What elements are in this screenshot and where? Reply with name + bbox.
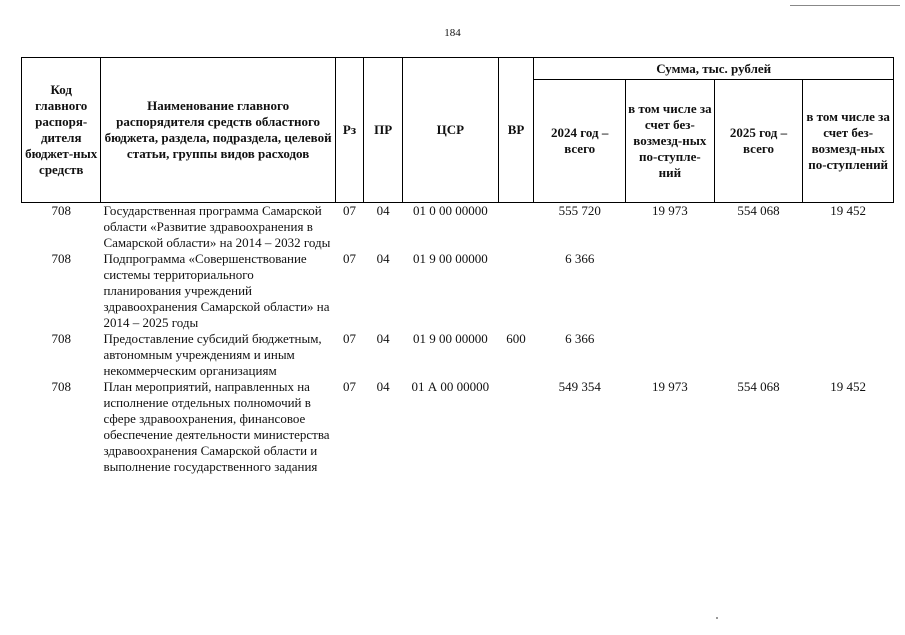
cell-rz: 07 — [343, 331, 356, 346]
cell-2024-total: 6 366 — [565, 251, 595, 266]
cell-code: 708 — [51, 251, 71, 266]
cell-pr: 04 — [376, 251, 390, 266]
table-row — [22, 331, 894, 379]
header-vr: ВР — [498, 58, 534, 203]
cell-vr: 600 — [506, 331, 526, 346]
scan-speck — [716, 617, 718, 619]
cell-vr — [498, 251, 534, 331]
cell-2024-gratuitous: 19 973 — [651, 203, 688, 218]
header-pr: ПР — [364, 58, 403, 203]
cell-csr: 01 9 00 00000 — [412, 251, 488, 266]
cell-pr: 04 — [376, 331, 390, 346]
cell-csr: 01 0 00 00000 — [412, 203, 488, 218]
cell-code: 708 — [51, 203, 71, 218]
table-row — [22, 203, 894, 252]
top-edge-line — [790, 5, 900, 6]
cell-code: 708 — [51, 379, 71, 394]
cell-vr — [498, 379, 534, 475]
cell-vr — [498, 203, 534, 252]
cell-2025-gratuitous — [803, 251, 894, 331]
cell-2024-total: 549 354 — [558, 379, 601, 394]
cell-2024-total: 555 720 — [558, 203, 601, 218]
cell-2024-gratuitous: 19 973 — [651, 379, 688, 394]
cell-2024-gratuitous — [626, 251, 715, 331]
header-2024-total: 2024 год – всего — [534, 80, 626, 203]
cell-csr: 01 А 00 00000 — [411, 379, 490, 394]
cell-2025-total — [714, 251, 803, 331]
page-number: 184 — [444, 27, 461, 39]
header-code: Код главного распоря-дителя бюджет-ных средств — [22, 58, 101, 203]
table-row — [22, 379, 894, 475]
cell-2025-total: 554 068 — [737, 203, 780, 218]
cell-2025-gratuitous: 19 452 — [830, 379, 867, 394]
budget-table — [21, 57, 894, 475]
header-2024-gratuitous: в том числе за счет без-возмезд-ных по-ступле-ний — [626, 80, 715, 203]
header-csr: ЦСР — [402, 58, 498, 203]
cell-2025-total: 554 068 — [737, 379, 780, 394]
cell-rz: 07 — [343, 379, 356, 394]
cell-rz: 07 — [343, 203, 356, 218]
cell-name: Государственная программа Самарской области «Развитие здравоохранения в Самарской области» на 2014 – 2032 годы — [103, 203, 331, 250]
cell-name: Подпрограмма «Совершенствование системы территориального планирования учреждений здравоохранения Самарской области» на 2014 – 2025 годы — [103, 251, 330, 330]
cell-pr: 04 — [376, 203, 390, 218]
header-name: Наименование главного распорядителя средств областного бюджета, раздела, подраздела, целевой статьи, группы видов расходов — [101, 58, 335, 203]
cell-rz: 07 — [343, 251, 356, 266]
table-body — [22, 203, 894, 476]
table-header — [22, 58, 894, 203]
cell-name: План мероприятий, направленных на исполнение отдельных полномочий в сфере здравоохранения, финансовое обеспечение деятельности министерства здравоохранения Самарской области и выполнение государственного задания — [103, 379, 330, 474]
cell-2024-gratuitous — [626, 331, 715, 379]
cell-pr: 04 — [376, 379, 390, 394]
cell-csr: 01 9 00 00000 — [412, 331, 488, 346]
cell-2025-gratuitous: 19 452 — [830, 203, 867, 218]
header-2025-gratuitous: в том числе за счет без-возмезд-ных по-ступлений — [803, 80, 894, 203]
header-sum-group: Сумма, тыс. рублей — [534, 58, 894, 80]
cell-2025-total — [714, 331, 803, 379]
cell-code: 708 — [51, 331, 71, 346]
header-2025-total: 2025 год – всего — [714, 80, 803, 203]
cell-name: Предоставление субсидий бюджетным, автономным учреждениям и иным некоммерческим организациям — [103, 331, 322, 378]
table-row — [22, 251, 894, 331]
cell-2024-total: 6 366 — [565, 331, 595, 346]
header-rz: Рз — [335, 58, 364, 203]
cell-2025-gratuitous — [803, 331, 894, 379]
